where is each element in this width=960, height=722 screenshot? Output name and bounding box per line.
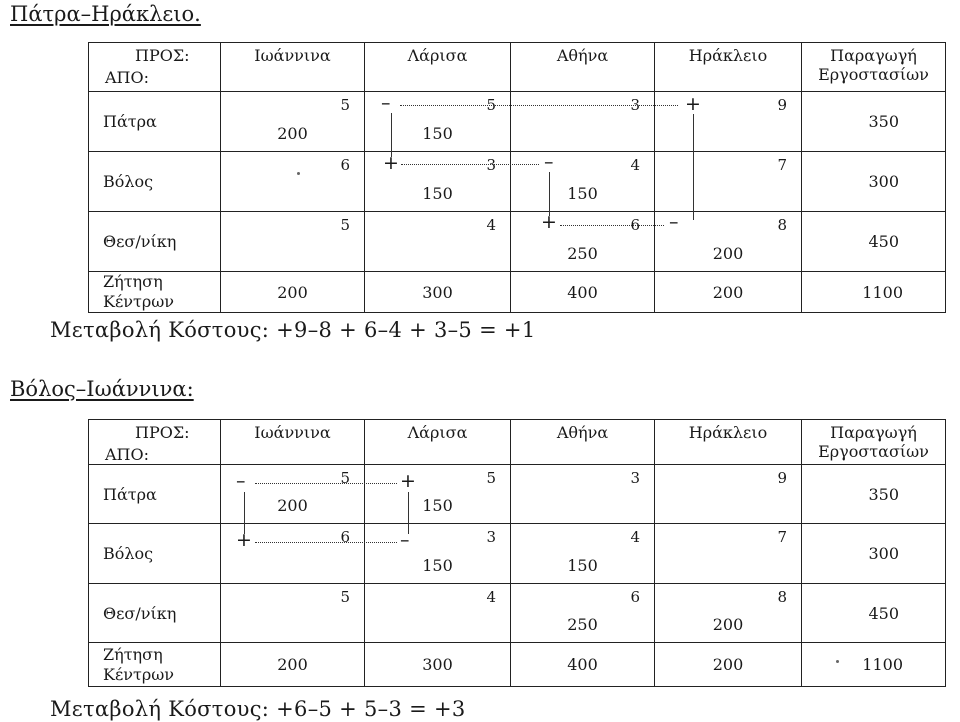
- supply-volos: 300: [802, 524, 946, 584]
- corner-header: [89, 420, 221, 465]
- demand-row: [89, 643, 946, 687]
- supply-volos: 300: [802, 152, 946, 212]
- unit-cost: 7: [777, 528, 787, 546]
- cell: [655, 584, 802, 643]
- total-supply-demand: 1100: [802, 643, 946, 687]
- unit-cost: 5: [340, 588, 350, 606]
- total-supply-demand: 1100: [802, 272, 946, 313]
- header-larisa: Λάρισα: [365, 420, 511, 465]
- loop-path-segment: [560, 225, 664, 226]
- allocation: 250: [567, 244, 598, 263]
- demand-ioannina: 200: [221, 272, 365, 313]
- header-irakleio: Ηράκλειο: [655, 43, 802, 92]
- loop-path-segment: [255, 483, 397, 484]
- demand-label: [89, 643, 221, 687]
- minus-sign: –: [544, 151, 554, 173]
- cell: [511, 465, 655, 524]
- loop-path-segment: [408, 492, 409, 534]
- demand-line-2: Κέντρων: [103, 292, 174, 311]
- header-athina: Αθήνα: [511, 43, 655, 92]
- unit-cost: 3: [630, 96, 640, 114]
- demand-row: [89, 272, 946, 313]
- supply-thessaloniki: 450: [802, 212, 946, 272]
- allocation: 200: [277, 124, 308, 143]
- table-row: [89, 584, 946, 643]
- minus-sign: –: [381, 92, 391, 114]
- cell: [511, 152, 655, 212]
- header-production: [802, 43, 946, 92]
- header-ioannina: Ιωάννινα: [221, 43, 365, 92]
- loop-path-segment: [391, 113, 392, 157]
- minus-sign: –: [400, 529, 410, 551]
- cell: [365, 524, 511, 584]
- cell: [655, 524, 802, 584]
- origin-thessaloniki: Θεσ/νίκη: [89, 212, 221, 272]
- unit-cost: 6: [340, 528, 350, 546]
- cell: [511, 212, 655, 272]
- header-ioannina: Ιωάννινα: [221, 420, 365, 465]
- to-label: ΠΡΟΣ:: [135, 423, 190, 442]
- allocation: 200: [277, 496, 308, 515]
- unit-cost: 5: [486, 96, 496, 114]
- unit-cost: 5: [340, 96, 350, 114]
- table-row: [89, 465, 946, 524]
- allocation: 150: [422, 124, 453, 143]
- unit-cost: 4: [630, 528, 640, 546]
- unit-cost: 4: [486, 588, 496, 606]
- loop-path-segment: [255, 542, 397, 543]
- supply-patra: 350: [802, 92, 946, 152]
- unit-cost: 4: [630, 156, 640, 174]
- to-label: ΠΡΟΣ:: [135, 46, 190, 65]
- unit-cost: 3: [486, 528, 496, 546]
- header-athina: Αθήνα: [511, 420, 655, 465]
- allocation: 150: [422, 496, 453, 515]
- production-line-2: Εργοστασίων: [818, 442, 929, 461]
- plus-sign: +: [685, 93, 701, 115]
- cell: [655, 152, 802, 212]
- loop-path-segment: [400, 105, 678, 106]
- header-irakleio: Ηράκλειο: [655, 420, 802, 465]
- plus-sign: +: [383, 152, 399, 174]
- allocation: 150: [567, 556, 598, 575]
- table-row: [89, 152, 946, 212]
- scan-speck: [836, 660, 839, 663]
- demand-irakleio: 200: [655, 643, 802, 687]
- demand-larisa: 300: [365, 272, 511, 313]
- minus-sign: –: [236, 470, 246, 492]
- unit-cost: 4: [486, 216, 496, 234]
- origin-volos: Βόλος: [89, 524, 221, 584]
- unit-cost: 6: [630, 216, 640, 234]
- unit-cost: 3: [486, 156, 496, 174]
- demand-irakleio: 200: [655, 272, 802, 313]
- demand-larisa: 300: [365, 643, 511, 687]
- loop-path-segment: [401, 164, 539, 165]
- demand-line-1: Ζήτηση: [103, 272, 163, 291]
- cost-change-2: Μεταβολή Κόστους: +6–5 + 5–3 = +3: [50, 697, 466, 721]
- demand-line-1: Ζήτηση: [103, 644, 163, 664]
- cell: [511, 524, 655, 584]
- production-line-2: Εργοστασίων: [818, 65, 929, 84]
- demand-ioannina: 200: [221, 643, 365, 687]
- cell: [511, 584, 655, 643]
- loop-path-segment: [693, 114, 694, 220]
- demand-athina: 400: [511, 272, 655, 313]
- production-line-1: Παραγωγή: [830, 423, 917, 442]
- cell: [365, 584, 511, 643]
- origin-patra: Πάτρα: [89, 465, 221, 524]
- corner-header: [89, 43, 221, 92]
- allocation: 200: [712, 244, 744, 263]
- unit-cost: 5: [340, 469, 350, 487]
- demand-label: [89, 272, 221, 313]
- demand-line-2: Κέντρων: [103, 664, 174, 684]
- allocation: 150: [422, 556, 453, 575]
- from-label: ΑΠΟ:: [105, 68, 150, 87]
- cell: [365, 212, 511, 272]
- unit-cost: 9: [777, 96, 787, 114]
- unit-cost: 7: [777, 156, 787, 174]
- cell: [221, 584, 365, 643]
- loop-path-segment: [244, 492, 245, 534]
- minus-sign: –: [669, 211, 679, 233]
- unit-cost: 9: [777, 469, 787, 487]
- supply-thessaloniki: 450: [802, 584, 946, 643]
- header-larisa: Λάρισα: [365, 43, 511, 92]
- section-2-heading: Βόλος–Ιωάννινα:: [10, 377, 194, 401]
- unit-cost: 8: [777, 588, 787, 606]
- plus-sign: +: [400, 470, 416, 492]
- header-production: [802, 420, 946, 465]
- scan-speck: [297, 172, 300, 175]
- transportation-tableau-1: [88, 42, 946, 313]
- allocation: 250: [567, 615, 598, 634]
- unit-cost: 3: [630, 469, 640, 487]
- transportation-tableau-2: [88, 419, 946, 687]
- table-row: [89, 524, 946, 584]
- plus-sign: +: [236, 529, 252, 551]
- from-label: ΑΠΟ:: [105, 445, 150, 464]
- table-row: [89, 212, 946, 272]
- loop-path-segment: [549, 172, 550, 216]
- cell: [221, 92, 365, 152]
- cost-change-1: Μεταβολή Κόστους: +9–8 + 6–4 + 3–5 = +1: [50, 318, 536, 342]
- origin-patra: Πάτρα: [89, 92, 221, 152]
- production-line-1: Παραγωγή: [830, 46, 917, 65]
- demand-athina: 400: [511, 643, 655, 687]
- plus-sign: +: [541, 211, 557, 233]
- unit-cost: 6: [340, 156, 350, 174]
- unit-cost: 6: [630, 588, 640, 606]
- origin-thessaloniki: Θεσ/νίκη: [89, 584, 221, 643]
- cell: [365, 465, 511, 524]
- cell: [511, 92, 655, 152]
- cell: [221, 212, 365, 272]
- table-row: [89, 92, 946, 152]
- cell: [655, 465, 802, 524]
- origin-volos: Βόλος: [89, 152, 221, 212]
- unit-cost: 5: [340, 216, 350, 234]
- unit-cost: 8: [777, 216, 787, 234]
- cell: [221, 152, 365, 212]
- allocation: 150: [567, 184, 598, 203]
- unit-cost: 5: [486, 469, 496, 487]
- cell: [655, 92, 802, 152]
- allocation: 200: [712, 615, 744, 634]
- section-1-heading: Πάτρα–Ηράκλειο.: [10, 2, 201, 26]
- supply-patra: 350: [802, 465, 946, 524]
- allocation: 150: [422, 184, 453, 203]
